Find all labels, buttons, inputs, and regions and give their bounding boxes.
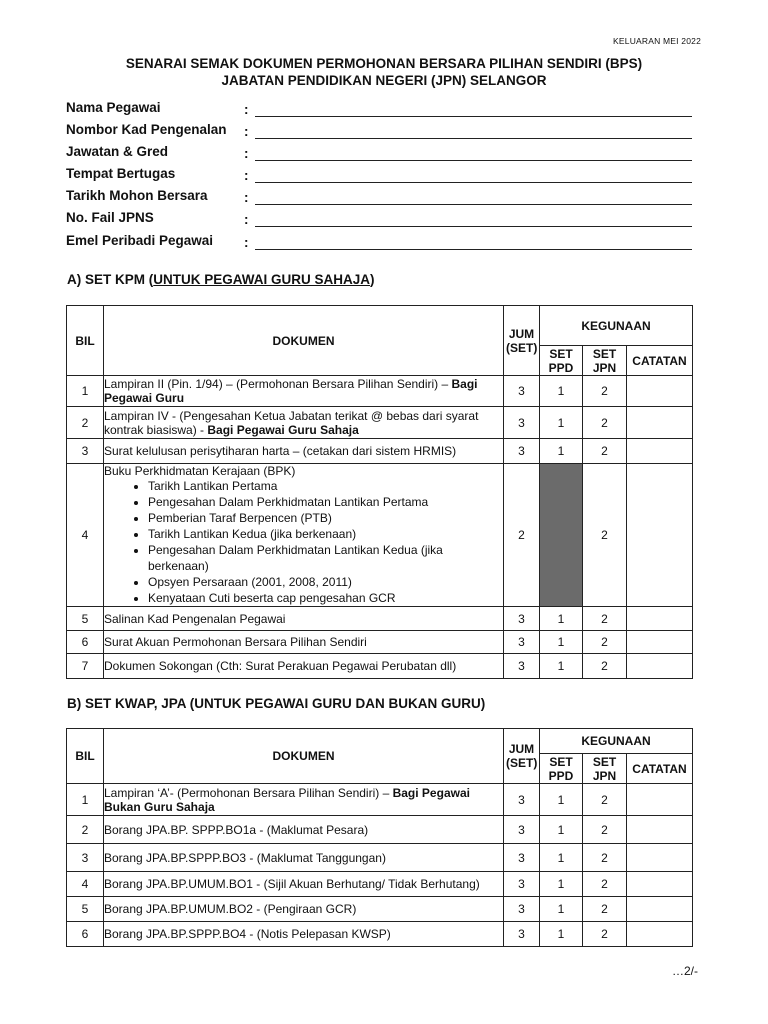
row-set-jpn: 2 [583,464,627,607]
row-jum: 2 [504,464,540,607]
field-colon: : [244,102,249,117]
row-catatan[interactable] [627,872,693,897]
row-catatan[interactable] [627,631,693,654]
row-jum: 3 [504,654,540,679]
row-set-jpn: 2 [583,376,627,407]
row-set-ppd-shaded [540,464,583,607]
field-label: Nama Pegawai [66,100,161,115]
row-bil: 3 [67,844,104,872]
table-row [67,439,693,464]
row-set-jpn: 2 [583,844,627,872]
row-jum: 3 [504,376,540,407]
document-subtitle: JABATAN PENDIDIKAN NEGERI (JPN) SELANGOR [221,73,547,88]
field-input-line[interactable] [255,116,692,117]
row-set-jpn: 2 [583,654,627,679]
row-set-ppd: 1 [540,631,583,654]
field-input-line[interactable] [255,226,692,227]
field-nama-pegawai [66,100,692,122]
row-jum: 3 [504,844,540,872]
row-set-ppd: 1 [540,607,583,631]
section-a-heading [67,272,375,287]
list-item: • Pemberian Taraf Berpencen (PTB) [148,510,501,526]
row-bil: 1 [67,784,104,816]
header-dokumen: DOKUMEN [104,729,504,784]
row-catatan[interactable] [627,439,693,464]
row-set-jpn: 2 [583,439,627,464]
section-b-heading: B) SET KWAP, JPA (UNTUK PEGAWAI GURU DAN BUKAN GURU) [67,696,486,711]
field-colon: : [244,146,249,161]
row-bil: 1 [67,376,104,407]
table-row [67,816,693,844]
row-set-ppd: 1 [540,654,583,679]
row-set-jpn: 2 [583,816,627,844]
row-set-jpn: 2 [583,407,627,439]
row-dokumen [104,654,504,679]
table-row [67,784,693,816]
row-set-ppd: 1 [540,897,583,922]
field-colon: : [244,235,249,250]
row-bil: 5 [67,897,104,922]
list-item: • Tarikh Lantikan Pertama [148,478,501,494]
header-kegunaan: KEGUNAAN [540,306,693,346]
list-item: • Pengesahan Dalam Perkhidmatan Lantikan Kedua (jika berkenaan) [148,542,501,574]
row-dokumen [104,784,504,816]
row-dokumen [104,844,504,872]
field-input-line[interactable] [255,249,692,250]
row-set-jpn: 2 [583,784,627,816]
row-dokumen [104,897,504,922]
field-tarikh-mohon-bersara [66,188,692,210]
row-bil: 6 [67,631,104,654]
header-jum: JUM (SET) [504,306,540,376]
release-label: KELUARAN MEI 2022 [613,36,701,46]
page-continuation-marker: …2/- [672,964,699,978]
doc-text: Borang JPA.BP.SPPP.BO4 - (Notis Pelepasan KWSP) [104,927,391,941]
doc-text: Buku Perkhidmatan Kerajaan (BPK) [104,464,296,478]
doc-text: Lampiran ‘A’- (Permohonan Bersara Pilihan Sendiri) – [104,785,393,800]
field-label: Tempat Bertugas [66,166,176,181]
header-catatan: CATATAN [627,346,693,376]
header-set-jpn: SET JPN [583,346,627,376]
row-set-jpn: 2 [583,897,627,922]
doc-text: Borang JPA.BP. SPPP.BO1a - (Maklumat Pesara) [104,822,369,837]
row-bil: 2 [67,816,104,844]
header-jum: JUM (SET) [504,729,540,784]
field-tempat-bertugas [66,166,692,188]
row-bil: 3 [67,439,104,464]
row-set-jpn: 2 [583,922,627,947]
field-input-line[interactable] [255,182,692,183]
table-row [67,844,693,872]
row-dokumen [104,872,504,897]
row-jum: 3 [504,607,540,631]
row-bil: 4 [67,872,104,897]
row-jum: 3 [504,439,540,464]
field-input-line[interactable] [255,204,692,205]
doc-bold-text: Bagi Pegawai Bukan Guru Sahaja [104,785,470,814]
row-jum: 3 [504,784,540,816]
header-set-jpn: SET JPN [583,754,627,784]
header-kegunaan: KEGUNAAN [540,729,693,754]
row-catatan[interactable] [627,816,693,844]
table-set-kwap-jpa [66,728,693,947]
table-row [67,897,693,922]
doc-text: Salinan Kad Pengenalan Pegawai [104,611,286,626]
row-catatan[interactable] [627,844,693,872]
table-row [67,654,693,679]
table-row [67,872,693,897]
row-jum: 3 [504,922,540,947]
doc-text: Dokumen Sokongan (Cth: Surat Perakuan Pegawai Perubatan dll) [104,659,457,673]
row-bil: 7 [67,654,104,679]
field-jawatan-gred [66,144,692,166]
doc-text: Lampiran II (Pin. 1/94) – (Permohonan Bersara Pilihan Sendiri) – [104,377,452,391]
row-catatan[interactable] [627,654,693,679]
row-dokumen [104,922,504,947]
header-set-ppd: SET PPD [540,346,583,376]
doc-bullet-list [104,478,501,606]
table-row [67,376,693,407]
row-jum: 3 [504,407,540,439]
row-bil: 2 [67,407,104,439]
row-dokumen [104,631,504,654]
row-set-ppd: 1 [540,922,583,947]
doc-bold-text: Bagi Pegawai Guru [104,377,478,405]
field-colon: : [244,190,249,205]
table-row [67,464,693,607]
row-catatan[interactable] [627,607,693,631]
row-jum: 3 [504,897,540,922]
row-catatan[interactable] [627,464,693,607]
row-bil: 4 [67,464,104,607]
row-jum: 3 [504,816,540,844]
row-dokumen [104,407,504,439]
field-colon: : [244,124,249,139]
doc-text: Borang JPA.BP.SPPP.BO3 - (Maklumat Tanggungan) [104,850,386,865]
field-label: No. Fail JPNS [66,210,154,225]
field-colon: : [244,212,249,227]
header-bil: BIL [67,306,104,376]
section-a-prefix: A) SET KPM ( [67,272,154,287]
table-set-kpm [66,305,693,679]
doc-text: Surat kelulusan perisytiharan harta – (cetakan dari sistem HRMIS) [104,444,457,458]
row-set-ppd: 1 [540,439,583,464]
list-item: • Tarikh Lantikan Kedua (jika berkenaan) [148,526,501,542]
field-label: Emel Peribadi Pegawai [66,233,214,248]
field-nombor-kad-pengenalan [66,122,692,144]
row-dokumen [104,439,504,464]
header-dokumen: DOKUMEN [104,306,504,376]
document-title: SENARAI SEMAK DOKUMEN PERMOHONAN BERSARA PILIHAN SENDIRI (BPS) [125,56,643,71]
header-bil: BIL [67,729,104,784]
list-item: • Opsyen Persaraan (2001, 2008, 2011) [148,574,501,590]
row-dokumen [104,376,504,407]
doc-text: Surat Akuan Permohonan Bersara Pilihan Sendiri [104,635,367,649]
row-dokumen [104,607,504,631]
row-jum: 3 [504,872,540,897]
field-colon: : [244,168,249,183]
row-catatan[interactable] [627,784,693,816]
field-emel-peribadi [66,233,692,255]
row-set-ppd: 1 [540,844,583,872]
row-catatan[interactable] [627,407,693,439]
row-set-ppd: 1 [540,376,583,407]
section-a-suffix: ) [370,272,375,287]
header-catatan: CATATAN [627,754,693,784]
doc-text: Borang JPA.BP.UMUM.BO2 - (Pengiraan GCR) [104,902,357,916]
list-item: • Kenyataan Cuti beserta cap pengesahan GCR [148,590,501,606]
field-input-line[interactable] [255,138,692,139]
row-set-ppd: 1 [540,407,583,439]
table-row [67,631,693,654]
row-bil: 6 [67,922,104,947]
list-item: • Pengesahan Dalam Perkhidmatan Lantikan Pertama [148,494,501,510]
field-no-fail-jpns [66,210,692,232]
doc-text: Borang JPA.BP.UMUM.BO1 - (Sijil Akuan Berhutang/ Tidak Berhutang) [104,877,480,891]
row-jum: 3 [504,631,540,654]
doc-text: Lampiran IV - (Pengesahan Ketua Jabatan terikat @ bebas dari syarat kontrak biasiswa) - [104,408,479,437]
field-input-line[interactable] [255,160,692,161]
table-row [67,922,693,947]
row-set-ppd: 1 [540,784,583,816]
row-set-ppd: 1 [540,816,583,844]
field-label: Tarikh Mohon Bersara [66,188,208,203]
doc-bold-text: Bagi Pegawai Guru Sahaja [207,422,359,437]
row-dokumen [104,464,504,607]
row-set-jpn: 2 [583,607,627,631]
row-catatan[interactable] [627,376,693,407]
row-set-ppd: 1 [540,872,583,897]
row-dokumen [104,816,504,844]
header-set-ppd: SET PPD [540,754,583,784]
row-set-jpn: 2 [583,872,627,897]
row-catatan[interactable] [627,897,693,922]
row-set-jpn: 2 [583,631,627,654]
field-label: Nombor Kad Pengenalan [66,122,227,137]
row-bil: 5 [67,607,104,631]
table-row [67,607,693,631]
table-row [67,407,693,439]
field-label: Jawatan & Gred [66,144,169,159]
row-catatan[interactable] [627,922,693,947]
section-a-underlined: UNTUK PEGAWAI GURU SAHAJA [153,272,371,287]
